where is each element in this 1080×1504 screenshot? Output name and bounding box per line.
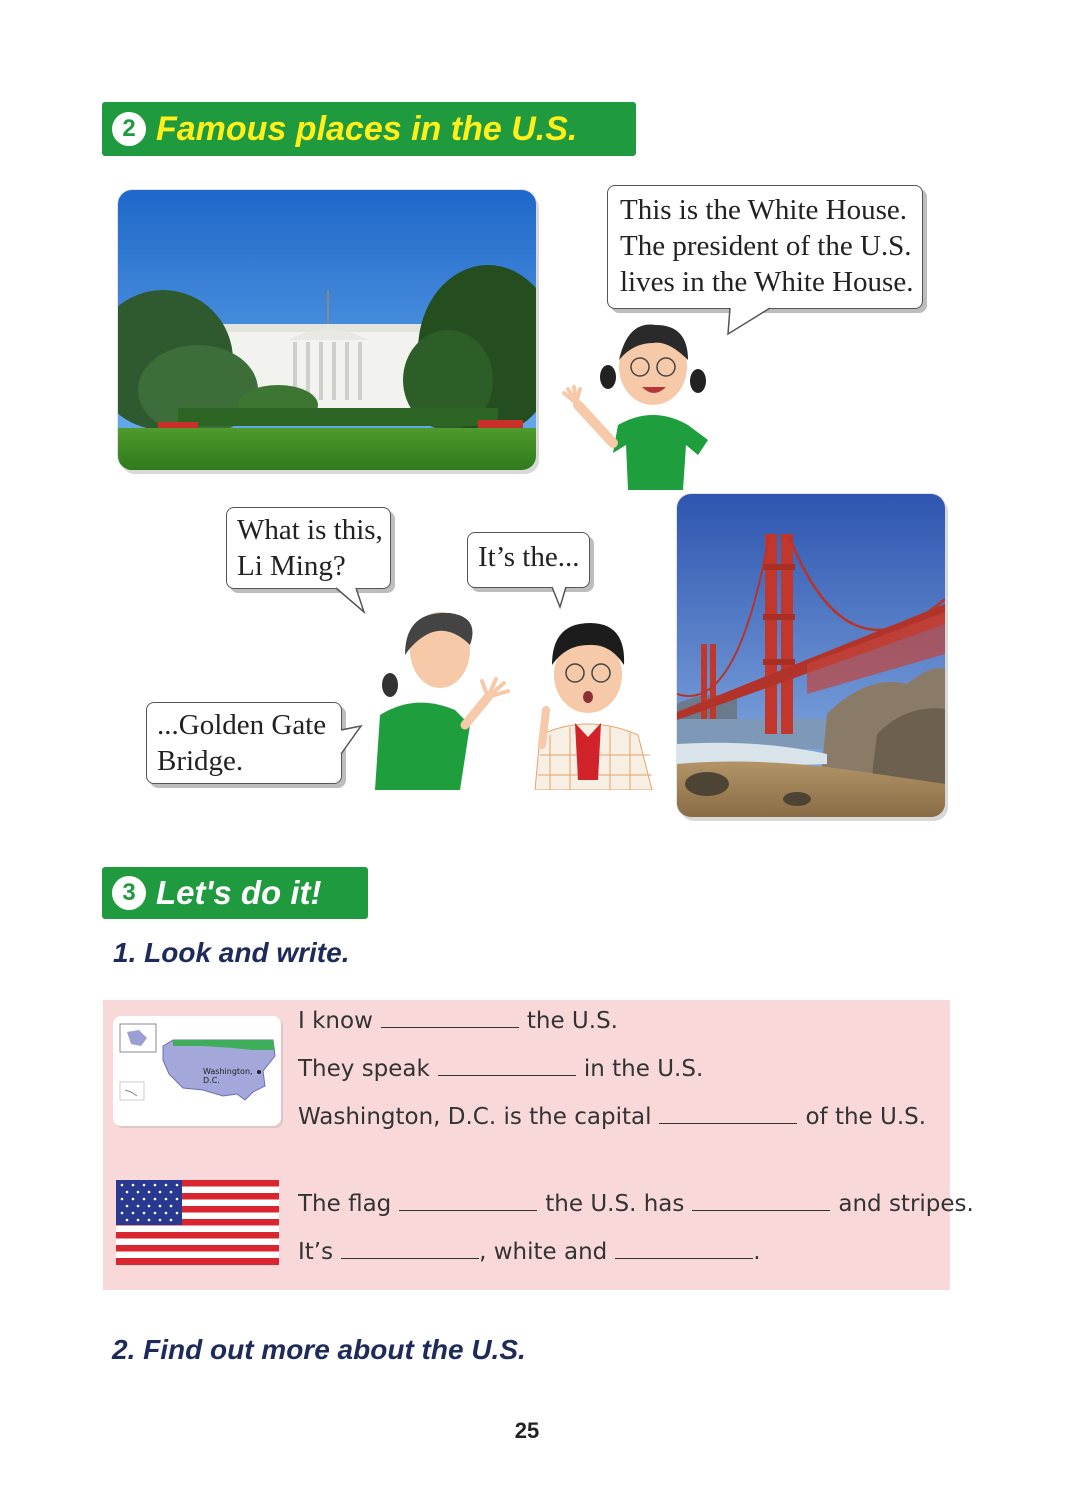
speech-bubble-question xyxy=(226,507,391,589)
answer-blank[interactable] xyxy=(615,1257,753,1259)
answer-blank[interactable] xyxy=(399,1209,537,1211)
page-number: 25 xyxy=(514,1418,540,1443)
speech-bubble-tail xyxy=(330,586,370,616)
bubble-line: What is this, xyxy=(237,514,383,546)
sentence-text: the U.S. xyxy=(526,1008,618,1034)
speech-bubble-golden-gate xyxy=(146,702,342,784)
speech-bubble-tail xyxy=(720,306,780,338)
section-title: Let's do it! xyxy=(156,874,322,911)
bubble-line: It’s the... xyxy=(478,541,580,573)
girl-waving-illustration xyxy=(558,315,718,490)
sentence-text: in the U.S. xyxy=(583,1056,704,1082)
speech-bubble-white-house xyxy=(607,185,923,309)
exercise-sentence-1 xyxy=(298,1008,618,1034)
exercise-2-heading: 2. Find out more about the U.S. xyxy=(112,1334,526,1365)
sentence-text: It’s xyxy=(298,1239,334,1265)
white-house-photo xyxy=(118,190,536,470)
sentence-text: of the U.S. xyxy=(805,1104,927,1130)
golden-gate-bridge-photo xyxy=(677,494,945,817)
sentence-text: . xyxy=(753,1239,761,1265)
bubble-line: ...Golden Gate xyxy=(157,709,327,741)
bubble-line: lives in the White House. xyxy=(620,266,914,298)
sentence-text: The flag xyxy=(298,1191,392,1217)
us-map-card xyxy=(113,1016,281,1126)
answer-blank[interactable] xyxy=(381,1026,519,1028)
bubble-line: Bridge. xyxy=(157,745,244,777)
sentence-text: I know xyxy=(298,1008,373,1034)
bubble-line: The president of the U.S. xyxy=(620,230,912,262)
section-2-header xyxy=(102,102,636,156)
exercise-sentence-3 xyxy=(298,1104,926,1130)
girl-and-boy-illustration xyxy=(370,605,660,790)
section-title: Famous places in the U.S. xyxy=(156,109,578,148)
sentence-text: They speak xyxy=(298,1056,430,1082)
bubble-line: Li Ming? xyxy=(237,550,346,582)
answer-blank[interactable] xyxy=(692,1209,830,1211)
sentence-text: Washington, D.C. is the capital xyxy=(298,1104,652,1130)
speech-bubble-answer xyxy=(467,532,590,588)
sentence-text: and stripes. xyxy=(838,1191,974,1217)
exercise-sentence-5 xyxy=(298,1239,761,1265)
answer-blank[interactable] xyxy=(438,1074,576,1076)
exercise-1-heading: 1. Look and write. xyxy=(113,937,350,968)
answer-blank[interactable] xyxy=(659,1122,797,1124)
section-3-header xyxy=(102,867,368,919)
sentence-text: the U.S. has xyxy=(545,1191,685,1217)
answer-blank[interactable] xyxy=(341,1257,479,1259)
sentence-text: , white and xyxy=(479,1239,608,1265)
bubble-line: This is the White House. xyxy=(620,194,908,226)
exercise-sentence-2 xyxy=(298,1056,703,1082)
map-label-washington: Washington, D.C. xyxy=(203,1067,253,1085)
section-number-badge: 3 xyxy=(112,876,146,910)
section-number-badge: 2 xyxy=(112,112,146,146)
speech-bubble-tail xyxy=(339,724,365,758)
us-flag-image xyxy=(116,1180,279,1265)
exercise-sentence-4 xyxy=(298,1191,974,1217)
